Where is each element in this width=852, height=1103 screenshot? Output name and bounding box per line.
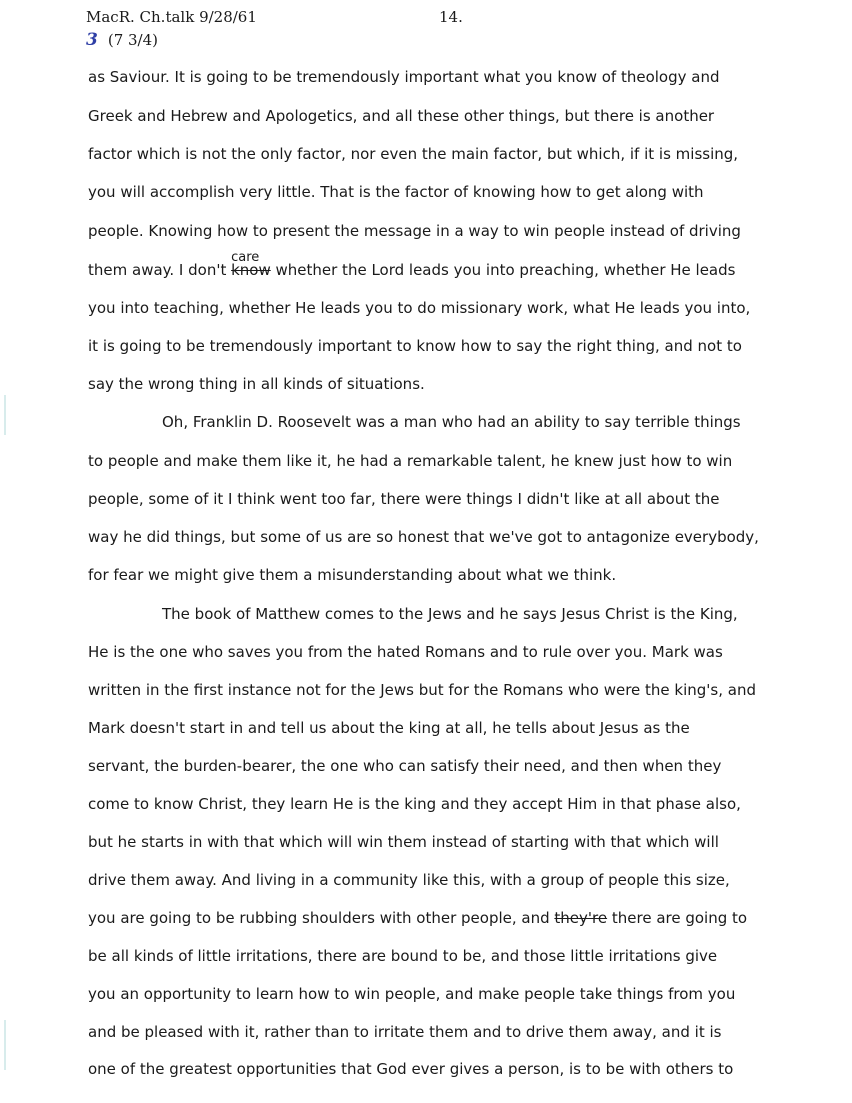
text-line: and be pleased with it, rather than to irritate them and to drive them away, and it is	[88, 1023, 722, 1041]
text-line: Greek and Hebrew and Apologetics, and all these other things, but there is another	[88, 107, 715, 125]
header-subtitle-text: (7 3/4)	[107, 31, 158, 49]
page-number: 14.	[439, 8, 463, 26]
struck-word: they're	[554, 909, 608, 927]
text-line: people, some of it I think went too far, there were things I didn't like at all about the	[88, 490, 720, 508]
handwritten-number: 3	[86, 30, 98, 50]
line-text-after: there are going to	[607, 909, 748, 927]
struck-word-text: know	[231, 261, 271, 279]
text-line: drive them away. And living in a community like this, with a group of people this size,	[88, 871, 730, 889]
text-line: you an opportunity to learn how to win people, and make people take things from you	[88, 985, 736, 1003]
text-line: servant, the burden-bearer, the one who can satisfy their need, and then when they	[88, 757, 722, 775]
text-line-with-correction	[88, 908, 822, 928]
text-line: people. Knowing how to present the message in a way to win people instead of driving	[88, 222, 741, 240]
text-line: as Saviour. It is going to be tremendously important what you know of theology and	[88, 68, 720, 86]
text-line: one of the greatest opportunities that God ever gives a person, is to be with others to	[88, 1060, 734, 1078]
text-line: He is the one who saves you from the hated Romans and to rule over you. Mark was	[88, 643, 723, 661]
header-title: MacR. Ch.talk 9/28/61	[86, 8, 257, 26]
text-line: written in the first instance not for the Jews but for the Romans who were the king's, and	[88, 681, 756, 699]
text-line: to people and make them like it, he had a remarkable talent, he knew just how to win	[88, 452, 733, 470]
inserted-word: care	[231, 250, 260, 265]
text-line: but he starts in with that which will win them instead of starting with that which will	[88, 833, 719, 851]
text-line: way he did things, but some of us are so honest that we've got to antagonize everybody,	[88, 528, 759, 546]
struck-word	[231, 250, 271, 279]
text-line: Mark doesn't start in and tell us about the king at all, he tells about Jesus as the	[88, 719, 690, 737]
margin-mark	[4, 395, 6, 435]
text-line: for fear we might give them a misunderstanding about what we think.	[88, 566, 617, 584]
text-line: you into teaching, whether He leads you to do missionary work, what He leads you into,	[88, 299, 751, 317]
header-subtitle	[86, 30, 158, 50]
line-text-before: you are going to be rubbing shoulders with other people, and	[88, 909, 555, 927]
line-text-after: whether the Lord leads you into preaching, whether He leads	[270, 261, 736, 279]
text-line: say the wrong thing in all kinds of situations.	[88, 375, 425, 393]
text-line: come to know Christ, they learn He is the king and they accept Him in that phase also,	[88, 795, 741, 813]
text-line: be all kinds of little irritations, there are bound to be, and those little irritations give	[88, 947, 718, 965]
text-line: you will accomplish very little. That is the factor of knowing how to get along with	[88, 183, 704, 201]
text-line: it is going to be tremendously important to know how to say the right thing, and not to	[88, 337, 742, 355]
text-line: factor which is not the only factor, nor even the main factor, but which, if it is missing,	[88, 145, 739, 163]
text-line: The book of Matthew comes to the Jews and he says Jesus Christ is the King,	[162, 605, 738, 623]
text-line: Oh, Franklin D. Roosevelt was a man who had an ability to say terrible things	[162, 413, 741, 431]
text-line-with-correction	[88, 250, 822, 280]
margin-mark	[4, 1020, 6, 1070]
line-text-before: them away. I don't	[88, 261, 232, 279]
